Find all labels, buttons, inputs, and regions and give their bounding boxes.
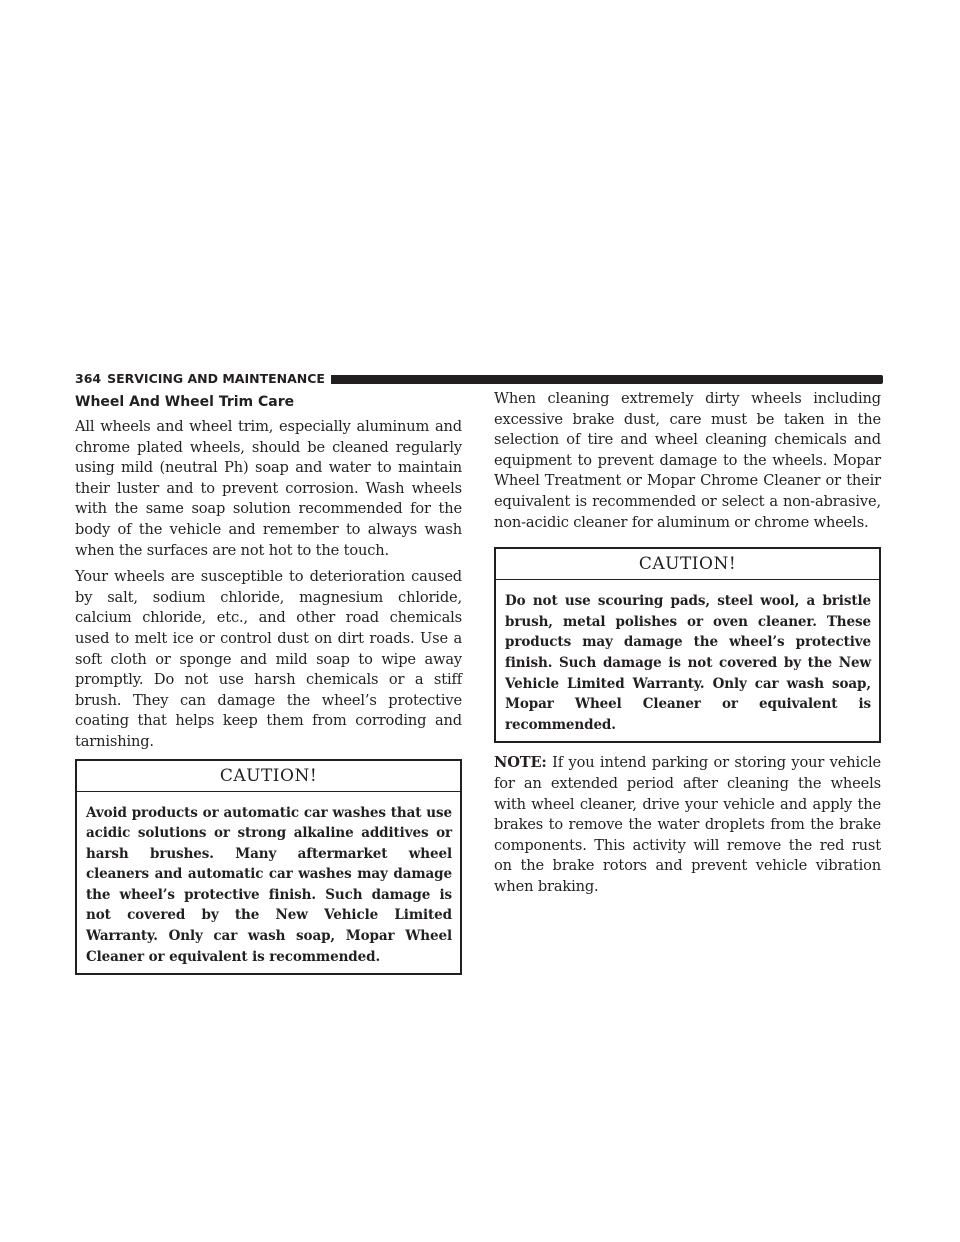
section-title: SERVICING AND MAINTENANCE — [107, 371, 325, 386]
paragraph-cleaning: All wheels and wheel trim, especially aluminum and chrome plated wheels, should be cleaned regularly using mild (neutral Ph) soap and water to maintain their luster and to prevent corrosion. Wash wheels with the same soap solution recommended for the body of the vehicle and remember to always wash when the surfaces are not hot to the touch. — [75, 418, 462, 559]
caution-title: CAUTION! — [496, 549, 879, 580]
note-text: If you intend parking or storing your vehicle for an extended period after cleaning the wheels with wheel cleaner, drive your vehicle and apply the brakes to remove the water droplets from the brake components. This activity will remove the red rust on the brake rotors and prevent vehicle vibration when braking. — [494, 754, 881, 895]
right-column — [494, 389, 881, 903]
note-label: NOTE: — [494, 754, 547, 772]
section-heading: Wheel And Wheel Trim Care — [75, 394, 295, 410]
paragraph-dirty-wheels: When cleaning extremely dirty wheels including excessive brake dust, care must be taken in the selection of tire and wheel cleaning chemicals and equipment to prevent damage to the wheels. Mopar Wheel Treatment or Mopar Chrome Cleaner or their equivalent is recommended or select a non-abrasive, non-acidic cleaner for aluminum or chrome wheels. — [494, 390, 881, 531]
page-number: 364 — [75, 371, 102, 386]
caution-title: CAUTION! — [77, 761, 460, 792]
note-paragraph — [494, 753, 881, 897]
left-column — [75, 392, 462, 985]
header-rule — [331, 375, 883, 384]
caution-text: Avoid products or automatic car washes that use acidic solutions or strong alkaline additives or harsh brushes. Many aftermarket wheel cleaners and automatic car washes may damage the wheel’s protective finish. Such damage is not covered by the New Vehicle Limited Warranty. Only car wash soap, Mopar Wheel Cleaner or equivalent is recommended. — [86, 804, 452, 965]
caution-text: Do not use scouring pads, steel wool, a bristle brush, metal polishes or oven cleaner. These products may damage the wheel’s protective finish. Such damage is not covered by the New Vehicle Limited Warranty. Only car wash soap, Mopar Wheel Cleaner or equivalent is recommended. — [505, 593, 871, 733]
caution-box-right — [494, 547, 881, 743]
caution-box-left — [75, 759, 462, 976]
paragraph-deterioration: Your wheels are susceptible to deterioration caused by salt, sodium chloride, magnesium chloride, calcium chloride, etc., and other road chemicals used to melt ice or control dust on dirt roads. Use a soft cloth or sponge and mild soap to wipe away promptly. Do not use harsh chemicals or a stiff brush. They can damage the wheel’s protective coating that helps keep them from corroding and tarnishing. — [75, 568, 462, 750]
page-header — [75, 372, 883, 386]
